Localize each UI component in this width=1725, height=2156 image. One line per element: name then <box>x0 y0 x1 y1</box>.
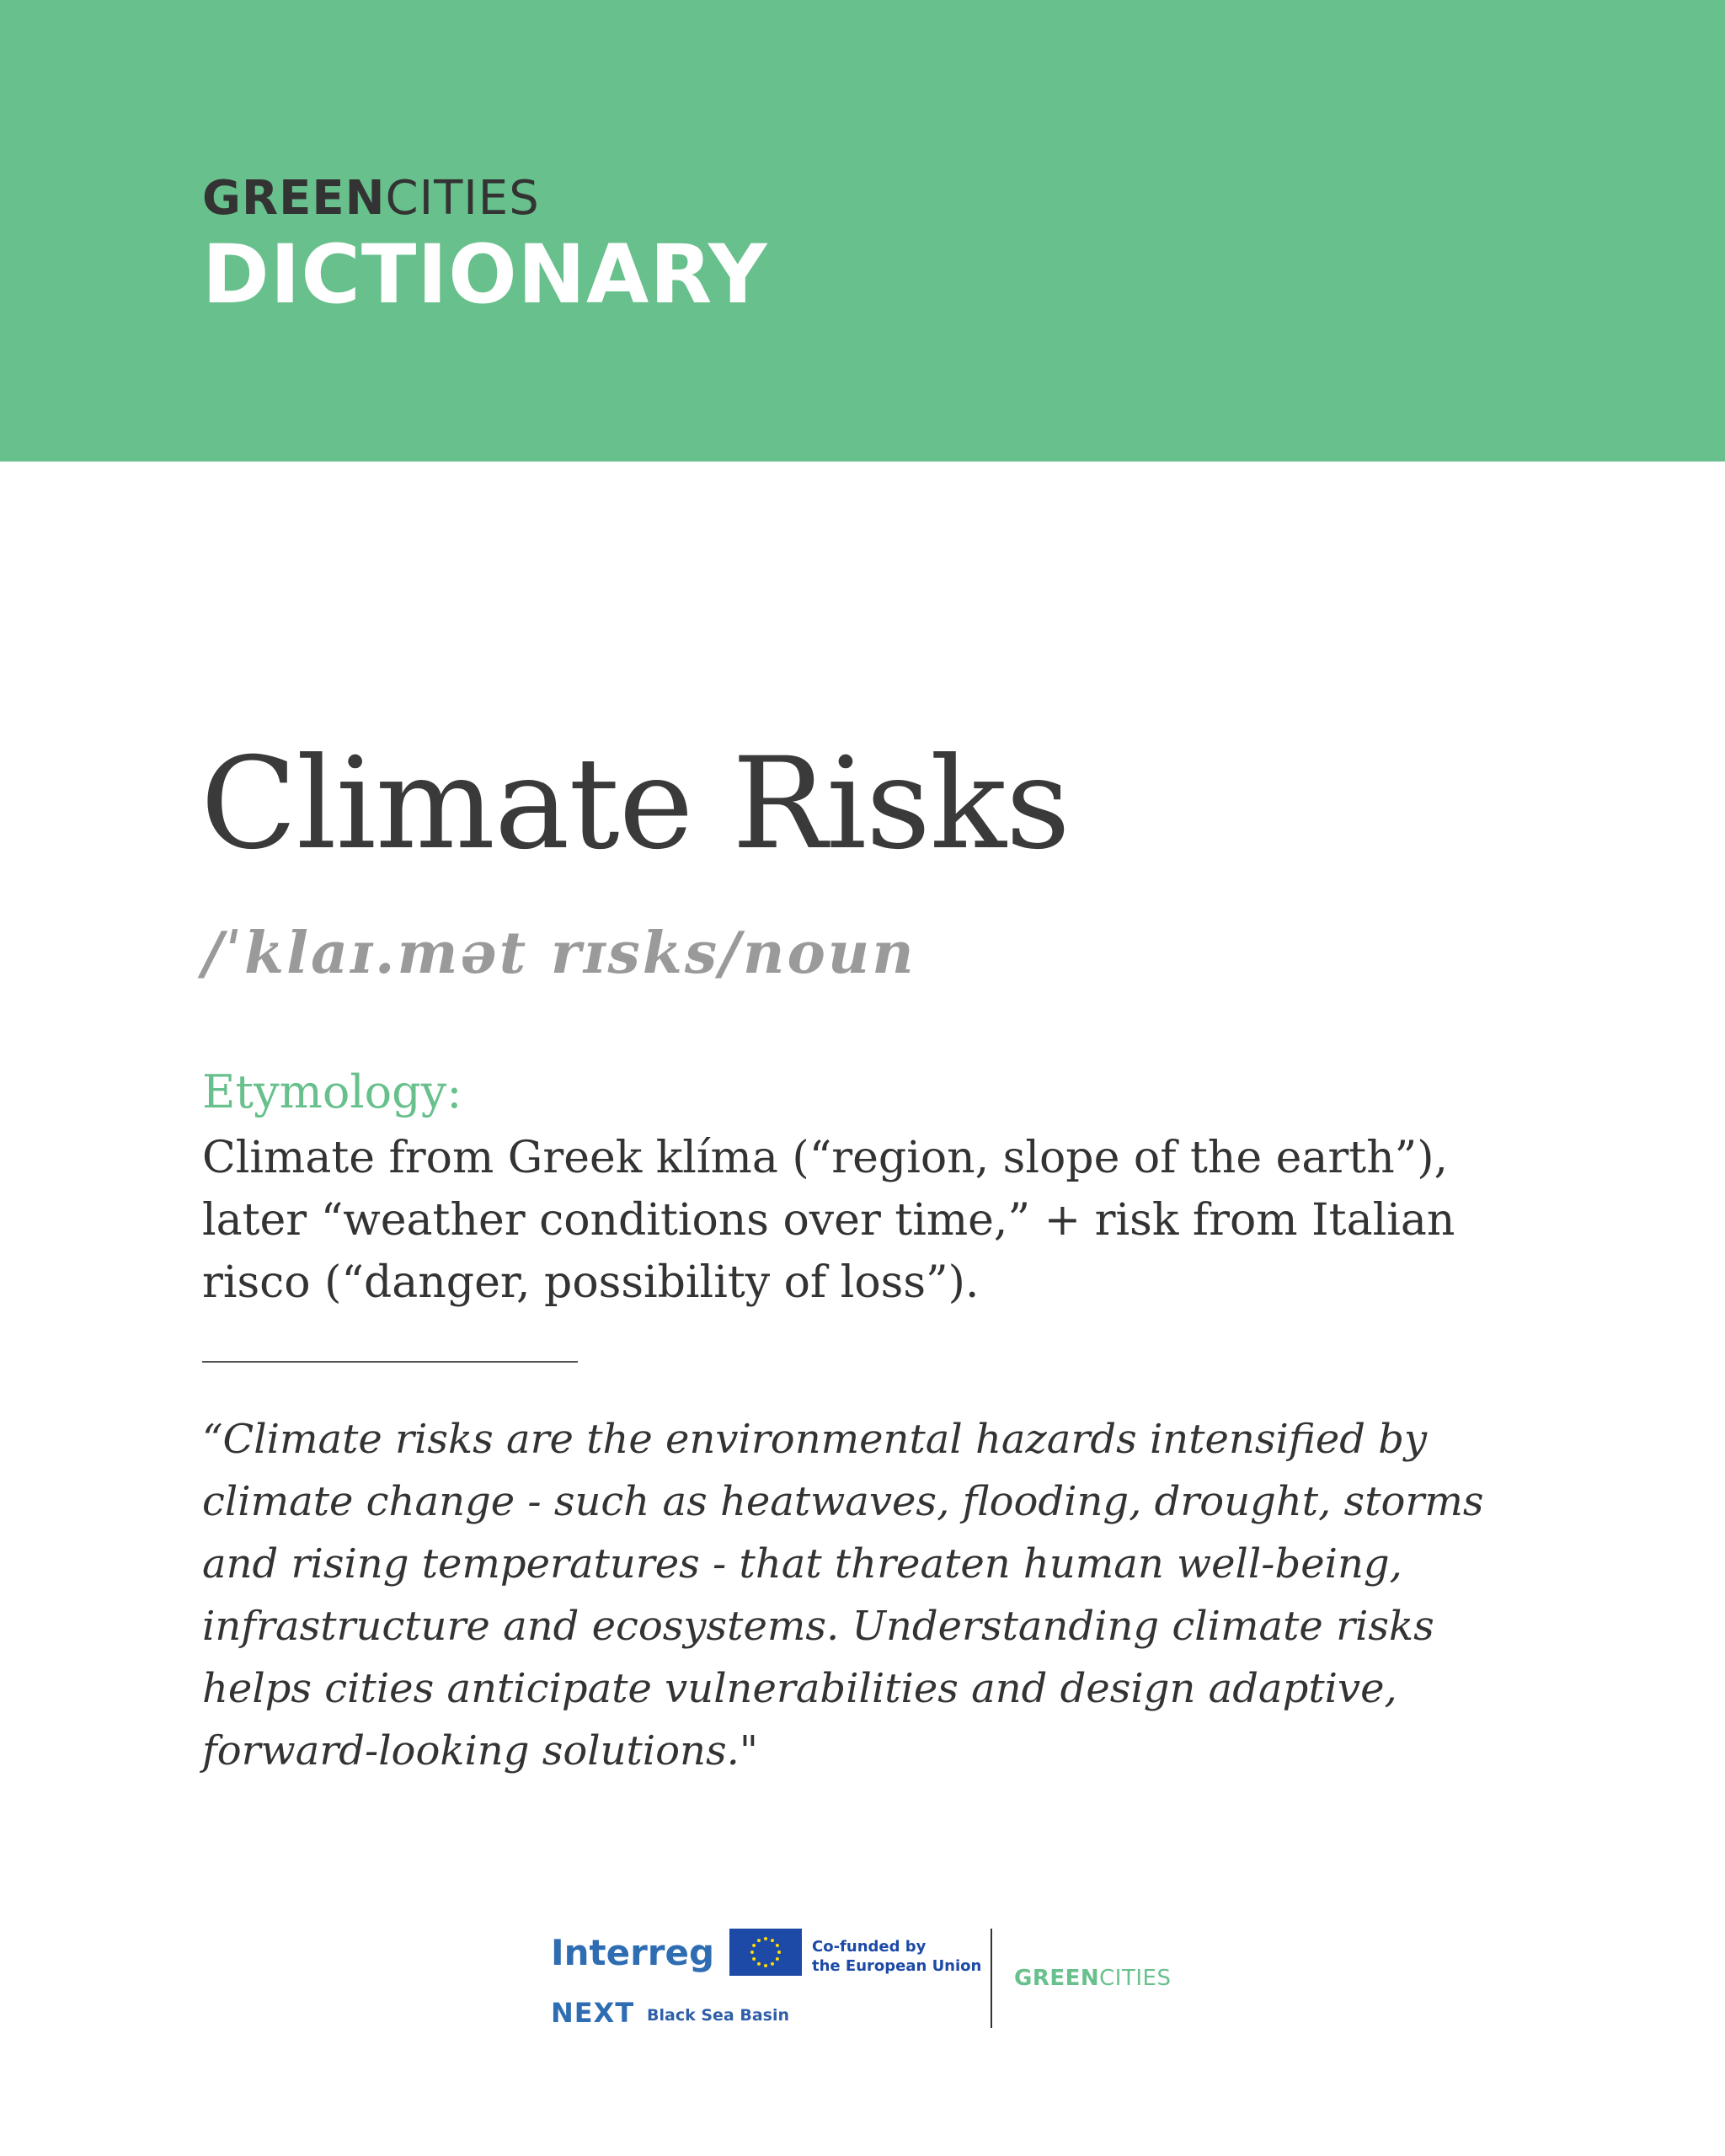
brand-cities: CITIES <box>385 171 540 226</box>
etymology-line: later “weather conditions over time,” + risk from Italian <box>202 1195 1455 1246</box>
entry-term: Climate Risks <box>200 731 1070 878</box>
definition-line: and rising temperatures - that threaten human well-being, <box>202 1540 1402 1588</box>
gc-green: GREEN <box>1014 1966 1100 1991</box>
definition-line: forward-looking solutions." <box>202 1727 758 1774</box>
cofunded-label <box>812 1937 981 1976</box>
entry-pronunciation: /ˈklaɪ.mət rɪsks/noun <box>202 920 916 987</box>
etymology-line: Climate from Greek klíma (“region, slope of the earth”), <box>202 1133 1449 1183</box>
brand-dictionary: DICTIONARY <box>202 227 768 322</box>
definition-quote <box>202 1408 1583 1782</box>
etymology-label: Etymology: <box>202 1065 462 1118</box>
greencities-logo <box>1014 1967 1171 1989</box>
black-sea-basin-label: Black Sea Basin <box>647 2006 789 2025</box>
etymology-line: risco (“danger, possibility of loss”). <box>202 1257 980 1308</box>
header-banner <box>0 0 1725 462</box>
next-logo: NEXT <box>551 1997 635 2029</box>
brand-greencities <box>202 171 540 226</box>
gc-cities: CITIES <box>1099 1966 1172 1991</box>
etymology-text <box>202 1127 1567 1314</box>
definition-line: helps cities anticipate vulnerabilities and design adaptive, <box>202 1665 1397 1712</box>
section-divider <box>202 1361 578 1363</box>
cofunded-line: Co-funded by <box>812 1938 927 1956</box>
definition-line: climate change - such as heatwaves, flooding, drought, storms <box>202 1478 1484 1525</box>
interreg-logo: Interreg <box>551 1932 715 1973</box>
definition-line: infrastructure and ecosystems. Understanding climate risks <box>202 1603 1434 1650</box>
footer-divider <box>991 1929 992 2028</box>
definition-line: “Climate risks are the environmental hazards intensified by <box>202 1416 1428 1463</box>
brand-green: GREEN <box>202 171 386 226</box>
eu-flag-icon <box>729 1929 802 1976</box>
cofunded-line: the European Union <box>812 1957 982 1975</box>
footer-logos <box>547 1920 1188 2038</box>
